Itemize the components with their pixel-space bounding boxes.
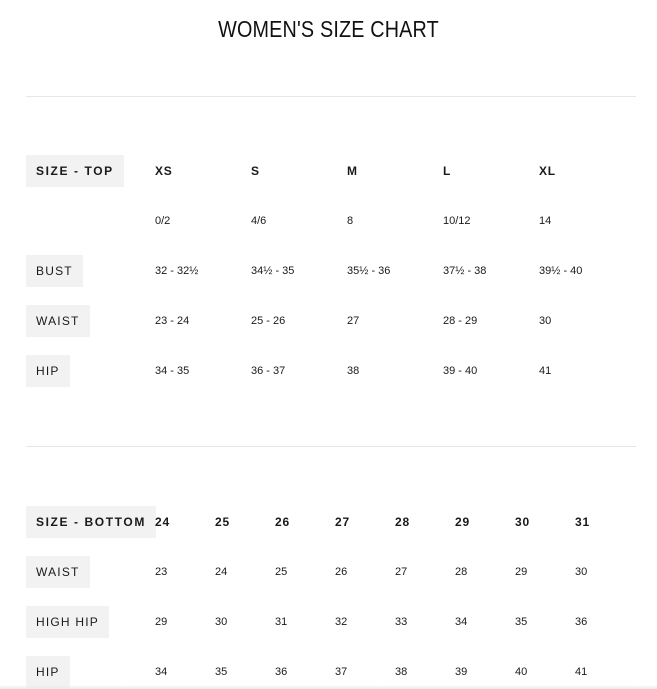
table-cell: 30 xyxy=(575,566,588,578)
table-cell: 41 xyxy=(575,666,588,678)
top-numeric-size: 14 xyxy=(539,215,552,227)
table-cell: 29 xyxy=(515,566,528,578)
top-size-s: S xyxy=(251,164,260,178)
bottom-size: 28 xyxy=(395,515,410,529)
table-cell: 32 xyxy=(335,616,348,628)
table-cell: 34 xyxy=(155,666,168,678)
row-label-bust: BUST xyxy=(26,255,83,287)
table-cell: 31 xyxy=(275,616,288,628)
table-cell: 36 xyxy=(575,616,588,628)
table-cell: 34½ - 35 xyxy=(251,265,295,277)
bottom-size: 26 xyxy=(275,515,290,529)
table-cell: 30 xyxy=(215,616,228,628)
row-label-waist: WAIST xyxy=(26,556,90,588)
table-cell: 39 - 40 xyxy=(443,365,478,377)
top-size-xl: XL xyxy=(539,164,556,178)
size-bottom-header-label: SIZE - BOTTOM xyxy=(26,506,156,538)
table-cell: 26 xyxy=(335,566,348,578)
table-cell: 39½ - 40 xyxy=(539,265,583,277)
page-title: WOMEN'S SIZE CHART xyxy=(218,16,439,42)
table-cell: 30 xyxy=(539,315,552,327)
top-numeric-size: 4/6 xyxy=(251,215,267,227)
table-cell: 34 xyxy=(455,616,468,628)
section-divider xyxy=(26,446,636,447)
table-cell: 27 xyxy=(347,315,360,327)
table-cell: 39 xyxy=(455,666,468,678)
top-size-l: L xyxy=(443,164,452,178)
table-cell: 34 - 35 xyxy=(155,365,190,377)
table-cell: 23 - 24 xyxy=(155,315,190,327)
table-cell: 23 xyxy=(155,566,168,578)
top-numeric-size: 0/2 xyxy=(155,215,171,227)
table-cell: 36 xyxy=(275,666,288,678)
table-cell: 37½ - 38 xyxy=(443,265,487,277)
table-cell: 38 xyxy=(395,666,408,678)
row-label-hip: HIP xyxy=(26,355,70,387)
table-cell: 28 - 29 xyxy=(443,315,478,327)
table-cell: 35½ - 36 xyxy=(347,265,391,277)
top-numeric-size: 8 xyxy=(347,215,354,227)
bottom-size: 25 xyxy=(215,515,230,529)
row-label-hip: HIP xyxy=(26,656,70,688)
scroll-fade-edge xyxy=(0,685,657,689)
top-size-m: M xyxy=(347,164,358,178)
bottom-size: 30 xyxy=(515,515,530,529)
table-cell: 24 xyxy=(215,566,228,578)
bottom-size: 24 xyxy=(155,515,170,529)
bottom-size: 27 xyxy=(335,515,350,529)
table-cell: 25 - 26 xyxy=(251,315,286,327)
table-cell: 29 xyxy=(155,616,168,628)
table-cell: 38 xyxy=(347,365,360,377)
table-cell: 27 xyxy=(395,566,408,578)
table-cell: 35 xyxy=(215,666,228,678)
table-cell: 37 xyxy=(335,666,348,678)
table-cell: 28 xyxy=(455,566,468,578)
bottom-size: 31 xyxy=(575,515,590,529)
top-numeric-size: 10/12 xyxy=(443,215,471,227)
top-size-xs: XS xyxy=(155,164,173,178)
table-cell: 35 xyxy=(515,616,528,628)
row-label-high-hip: HIGH HIP xyxy=(26,606,109,638)
table-cell: 25 xyxy=(275,566,288,578)
row-label-waist: WAIST xyxy=(26,305,90,337)
section-divider xyxy=(26,96,636,97)
table-cell: 33 xyxy=(395,616,408,628)
table-cell: 36 - 37 xyxy=(251,365,286,377)
table-cell: 40 xyxy=(515,666,528,678)
table-cell: 41 xyxy=(539,365,552,377)
bottom-size: 29 xyxy=(455,515,470,529)
size-top-header-label: SIZE - TOP xyxy=(26,155,124,187)
table-cell: 32 - 32½ xyxy=(155,265,199,277)
